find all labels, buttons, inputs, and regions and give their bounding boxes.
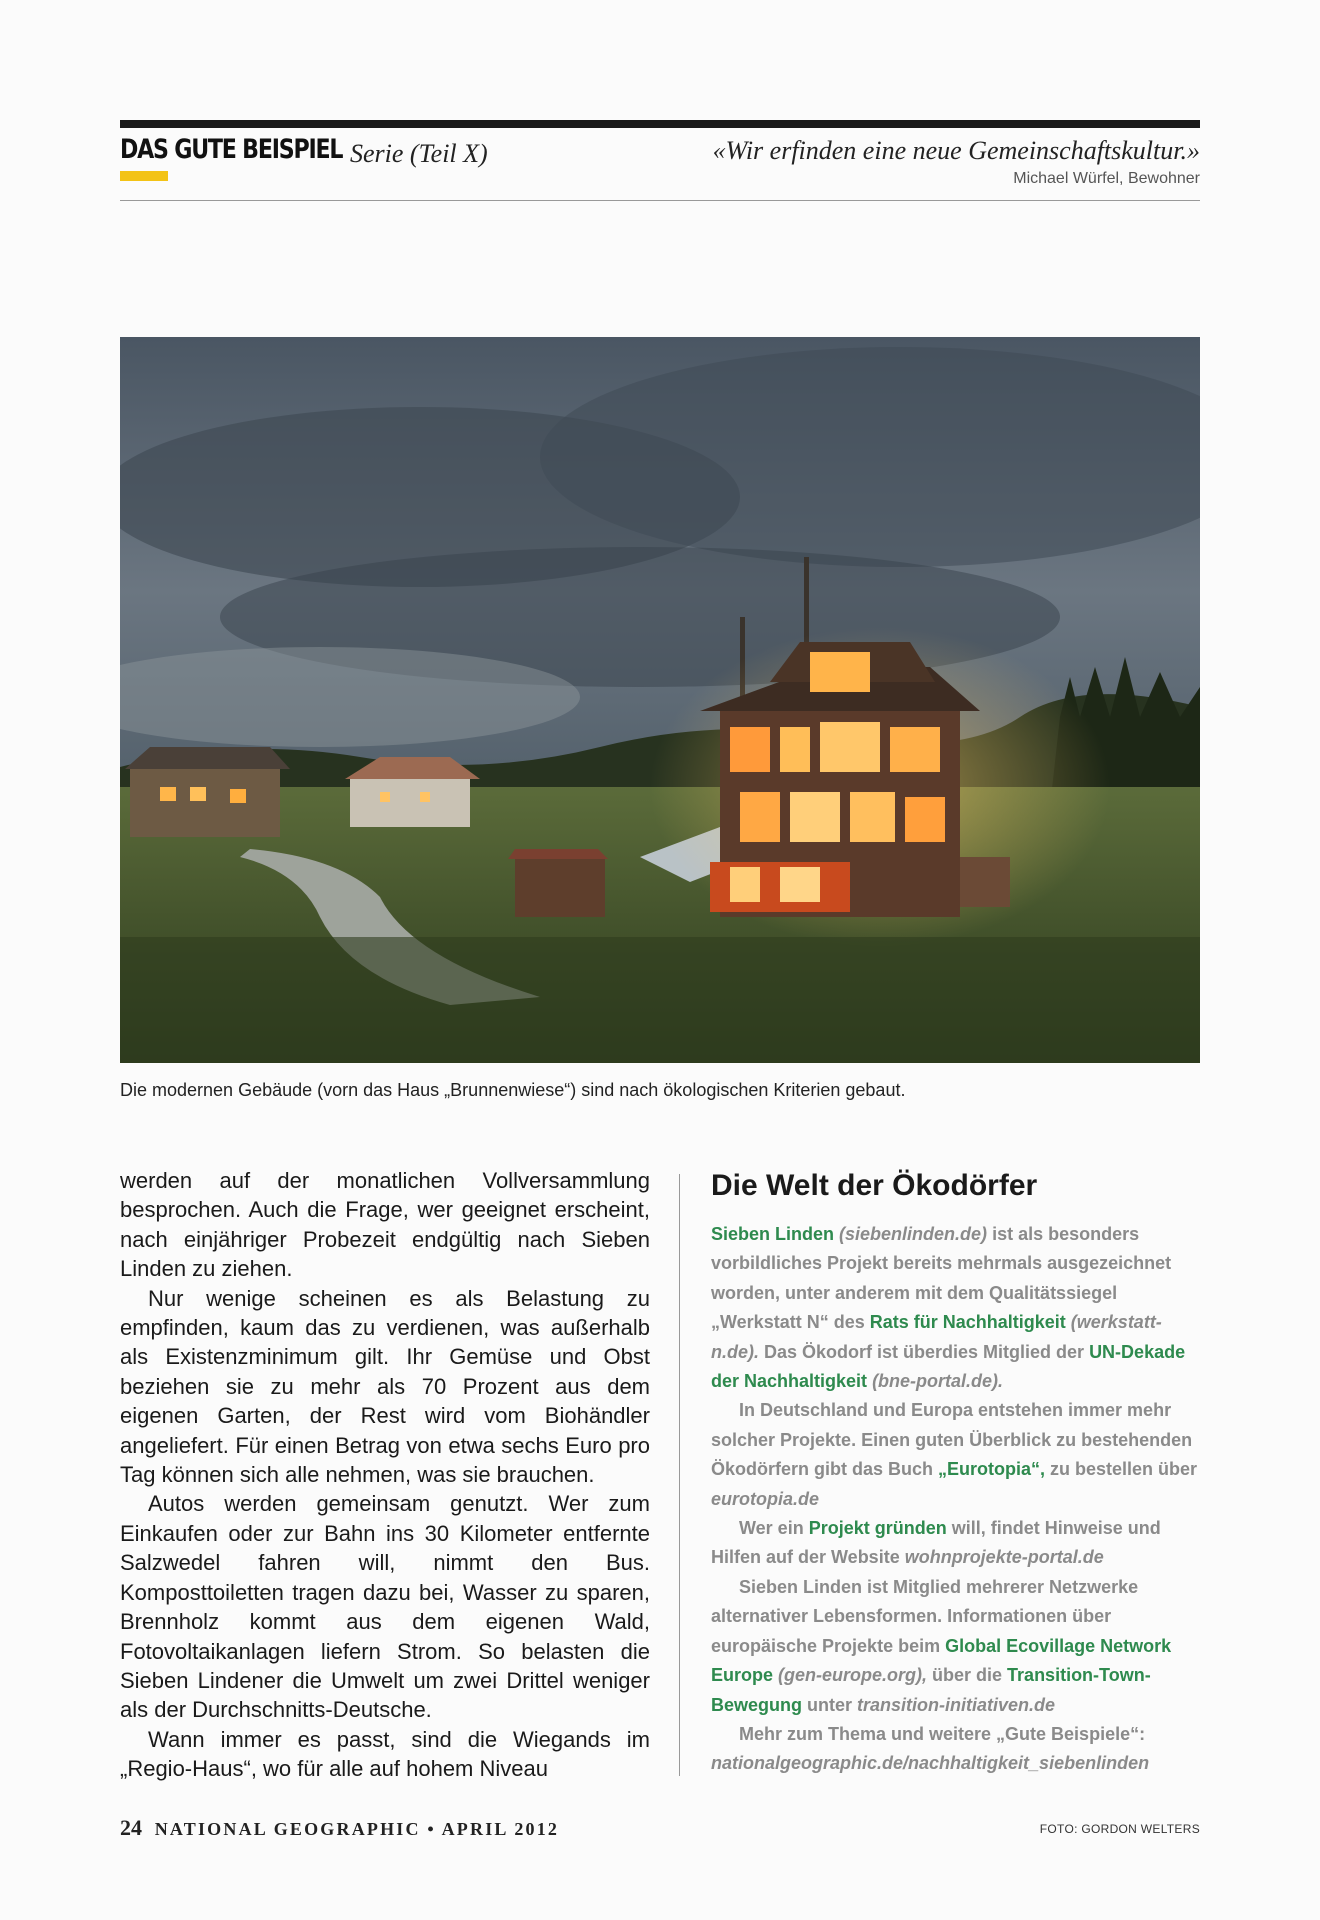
article-paragraph: Wann immer es passt, sind die Wiegands im „Regio-Haus“, wo für alle auf hohem Niveau [120, 1726, 650, 1782]
sidebar-paragraph: Sieben Linden (siebenlinden.de) ist als besonders vorbildliches Projekt bereits mehrmals ausgezeichnet worden, unter anderem mit dem Qualitätssiegel „Werkstatt N“ des Rats für Nachhaltigkeit (werkstatt-n.de). Das Ökodorf ist überdies Mitglied der UN-Dekade der Nachhaltigkeit (bne-portal.de). [711, 1224, 1186, 1392]
ecovillage-photo [120, 337, 1200, 1063]
link-un-dekade[interactable]: UN-Dekade der Nachhaltigkeit [711, 1341, 1186, 1392]
link-sieben-linden[interactable]: Sieben Linden [711, 1224, 835, 1244]
pull-quote: «Wir erfinden eine neue Gemeinschaftskultur.» [712, 136, 1200, 165]
photo-credit: FOTO: GORDON WELTERS [1039, 1822, 1200, 1836]
article-paragraph: werden auf der monatlichen Vollversammlung besprochen. Auch die Frage, wer geeignet erscheint, nach einjähriger Probezeit endgültig nach Sieben Linden zu ziehen. [120, 1168, 650, 1282]
photo-caption: Die modernen Gebäude (vorn das Haus „Brunnenwiese“) sind nach ökologischen Kriterien gebaut. [120, 1080, 906, 1100]
link-rat-nachhaltigkeit[interactable]: Rats für Nachhaltigkeit [869, 1312, 1066, 1333]
sidebar-box [711, 1166, 1203, 1779]
link-url[interactable]: (gen-europe.org), [778, 1665, 928, 1686]
quote-author: Michael Würfel, Bewohner [1013, 170, 1200, 187]
series-title: DAS GUTE BEISPIEL [120, 134, 343, 165]
link-transition-town[interactable]: Transition-Town-Bewegung [711, 1665, 1151, 1715]
sidebar-paragraph: Sieben Linden ist Mitglied mehrerer Netzwerke alternativer Lebensformen. Informationen über europäische Projekte beim Global Ecovillage Network Europe (gen-europe.org), über die Transition-Town-Bewegung unter transition-initiativen.de [711, 1576, 1172, 1715]
sidebar-paragraph: Mehr zum Thema und weitere „Gute Beispiele“: nationalgeographic.de/nachhaltigkeit_siebenlinden [711, 1723, 1150, 1774]
link-url[interactable]: (bne-portal.de). [872, 1371, 1004, 1392]
link-url[interactable]: (siebenlinden.de) [839, 1224, 988, 1244]
link-url[interactable]: (werkstatt-n.de). [711, 1312, 1162, 1362]
column-divider [679, 1174, 680, 1776]
link-url[interactable]: transition-initiativen.de [857, 1694, 1056, 1715]
header-top-rule [120, 120, 1200, 128]
article-body [120, 1166, 650, 1784]
sidebar-paragraph: In Deutschland und Europa entstehen immer mehr solcher Projekte. Einen guten Überblick zu bestehenden Ökodörfern gibt das Buch „Eurotopia“, zu bestellen über eurotopia.de [711, 1400, 1198, 1509]
magazine-issue: NATIONAL GEOGRAPHIC • APRIL 2012 [154, 1819, 560, 1839]
link-gen-europe[interactable]: Global Ecovillage Network Europe [711, 1635, 1172, 1686]
sidebar-paragraph: Wer ein Projekt gründen will, findet Hinweise und Hilfen auf der Website wohnprojekte-portal.de [711, 1518, 1161, 1568]
series-subtitle: Serie (Teil X) [350, 139, 488, 168]
accent-bar [120, 171, 168, 181]
link-url[interactable]: nationalgeographic.de/nachhaltigkeit_siebenlinden [711, 1753, 1150, 1774]
link-url[interactable]: wohnprojekte-portal.de [904, 1547, 1104, 1568]
page-number: 24 [120, 1815, 142, 1840]
sidebar-heading: Die Welt der Ökodörfer [711, 1169, 1038, 1202]
article-paragraph: Nur wenige scheinen es als Belastung zu empfinden, kaum das zu verdienen, was außerhalb als Existenzminimum gilt. Ihr Gemüse und Obst beziehen sie zu mehr als 70 Prozent aus dem eigenen Garten, der Rest wird vom Biohändler angeliefert. Für einen Betrag von etwa sechs Euro pro Tag können sich alle nehmen, was sie brauchen. [120, 1285, 650, 1488]
link-url[interactable]: eurotopia.de [711, 1488, 820, 1509]
page-footer [120, 1815, 559, 1841]
article-paragraph: Autos werden gemeinsam genutzt. Wer zum Einkaufen oder zur Bahn ins 30 Kilometer entfernte Salzwedel fahren will, nimmt den Bus. Komposttoiletten tragen dazu bei, Wasser zu sparen, Brennholz kommt aus dem eigenen Wald, Fotovoltaikanlagen liefern Strom. So belasten die Sieben Lindener die Umwelt um zwei Drittel weniger als der Durchschnitts-Deutsche. [120, 1491, 650, 1723]
link-eurotopia[interactable]: „Eurotopia“, [938, 1459, 1046, 1480]
link-projekt-gruenden[interactable]: Projekt gründen [808, 1518, 947, 1539]
header-divider [120, 200, 1200, 201]
